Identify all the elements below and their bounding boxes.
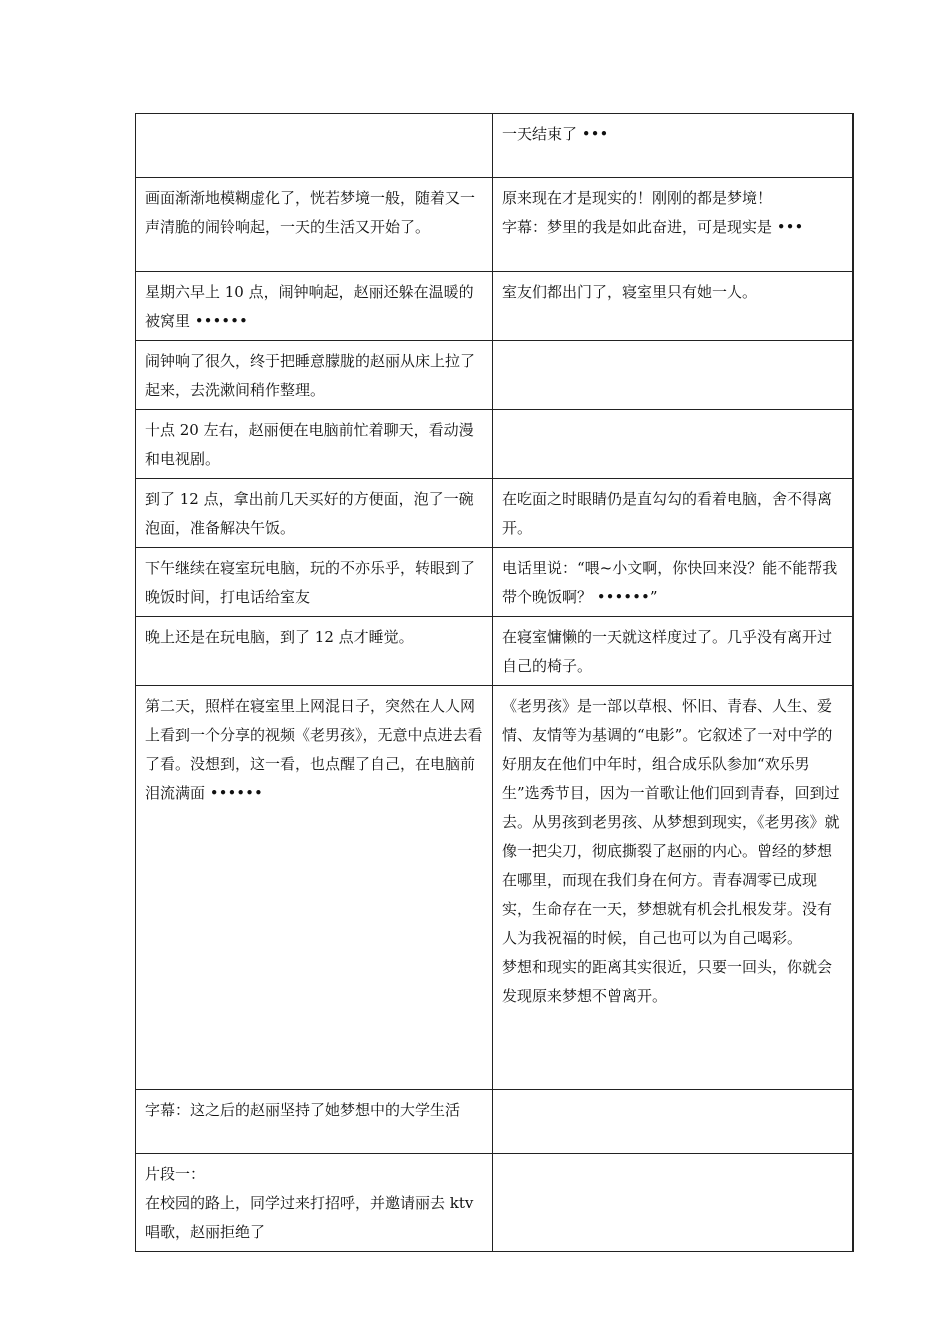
scene-note-cell: 一天结束了 ••• (493, 114, 854, 178)
scene-description-cell (136, 114, 493, 178)
table-row (136, 114, 854, 178)
scene-note-cell (493, 410, 854, 479)
scene-description-cell: 到了 12 点，拿出前几天买好的方便面，泡了一碗泡面，准备解决午饭。 (136, 479, 493, 548)
scene-description-cell: 星期六早上 10 点，闹钟响起，赵丽还躲在温暖的被窝里 •••••• (136, 272, 493, 341)
table-row (136, 617, 854, 686)
scene-description-cell: 闹钟响了很久，终于把睡意朦胧的赵丽从床上拉了起来，去洗漱间稍作整理。 (136, 341, 493, 410)
scene-description-cell: 字幕：这之后的赵丽坚持了她梦想中的大学生活 (136, 1090, 493, 1154)
scene-description-cell: 片段一： 在校园的路上，同学过来打招呼，并邀请丽去 ktv 唱歌，赵丽拒绝了 (136, 1154, 493, 1252)
scene-note-cell (493, 341, 854, 410)
scene-description-cell: 画面渐渐地模糊虚化了，恍若梦境一般，随着又一声清脆的闹铃响起，一天的生活又开始了。 (136, 178, 493, 272)
table-row (136, 178, 854, 272)
scene-description-cell: 晚上还是在玩电脑，到了 12 点才睡觉。 (136, 617, 493, 686)
scene-note-cell: 在寝室慵懒的一天就这样度过了。几乎没有离开过自己的椅子。 (493, 617, 854, 686)
scene-note-cell: 室友们都出门了，寝室里只有她一人。 (493, 272, 854, 341)
table-row (136, 272, 854, 341)
table-row (136, 341, 854, 410)
scene-note-cell: 在吃面之时眼睛仍是直勾勾的看着电脑，舍不得离开。 (493, 479, 854, 548)
script-table (135, 113, 854, 1252)
table-row (136, 686, 854, 1090)
scene-description-cell: 第二天，照样在寝室里上网混日子，突然在人人网上看到一个分享的视频《老男孩》，无意中点进去看了看。没想到，这一看，也点醒了自己，在电脑前泪流满面 •••••• (136, 686, 493, 1090)
table-row (136, 410, 854, 479)
scene-note-cell: 《老男孩》是一部以草根、怀旧、青春、人生、爱情、友情等为基调的“电影”。它叙述了一对中学的好朋友在他们中年时，组合成乐队参加“欢乐男生”选秀节目，因为一首歌让他们回到青春，回到过去。从男孩到老男孩、从梦想到现实，《老男孩》就像一把尖刀，彻底撕裂了赵丽的内心。曾经的梦想在哪里，而现在我们身在何方。青春凋零已成现实，生命存在一天，梦想就有机会扎根发芽。没有人为我祝福的时候，自己也可以为自己喝彩。 梦想和现实的距离其实很近，只要一回头，你就会发现原来梦想不曾离开。 (493, 686, 854, 1090)
scene-description-cell: 十点 20 左右，赵丽便在电脑前忙着聊天，看动漫和电视剧。 (136, 410, 493, 479)
scene-note-cell (493, 1090, 854, 1154)
table-row (136, 1154, 854, 1252)
scene-note-cell (493, 1154, 854, 1252)
table-row (136, 479, 854, 548)
scene-description-cell: 下午继续在寝室玩电脑，玩的不亦乐乎，转眼到了晚饭时间，打电话给室友 (136, 548, 493, 617)
scene-note-cell: 原来现在才是现实的！刚刚的都是梦境！ 字幕：梦里的我是如此奋进，可是现实是 ••• (493, 178, 854, 272)
scene-note-cell: 电话里说：“喂~小文啊，你快回来没？能不能帮我带个晚饭啊？ ••••••” (493, 548, 854, 617)
table-row (136, 548, 854, 617)
table-row (136, 1090, 854, 1154)
